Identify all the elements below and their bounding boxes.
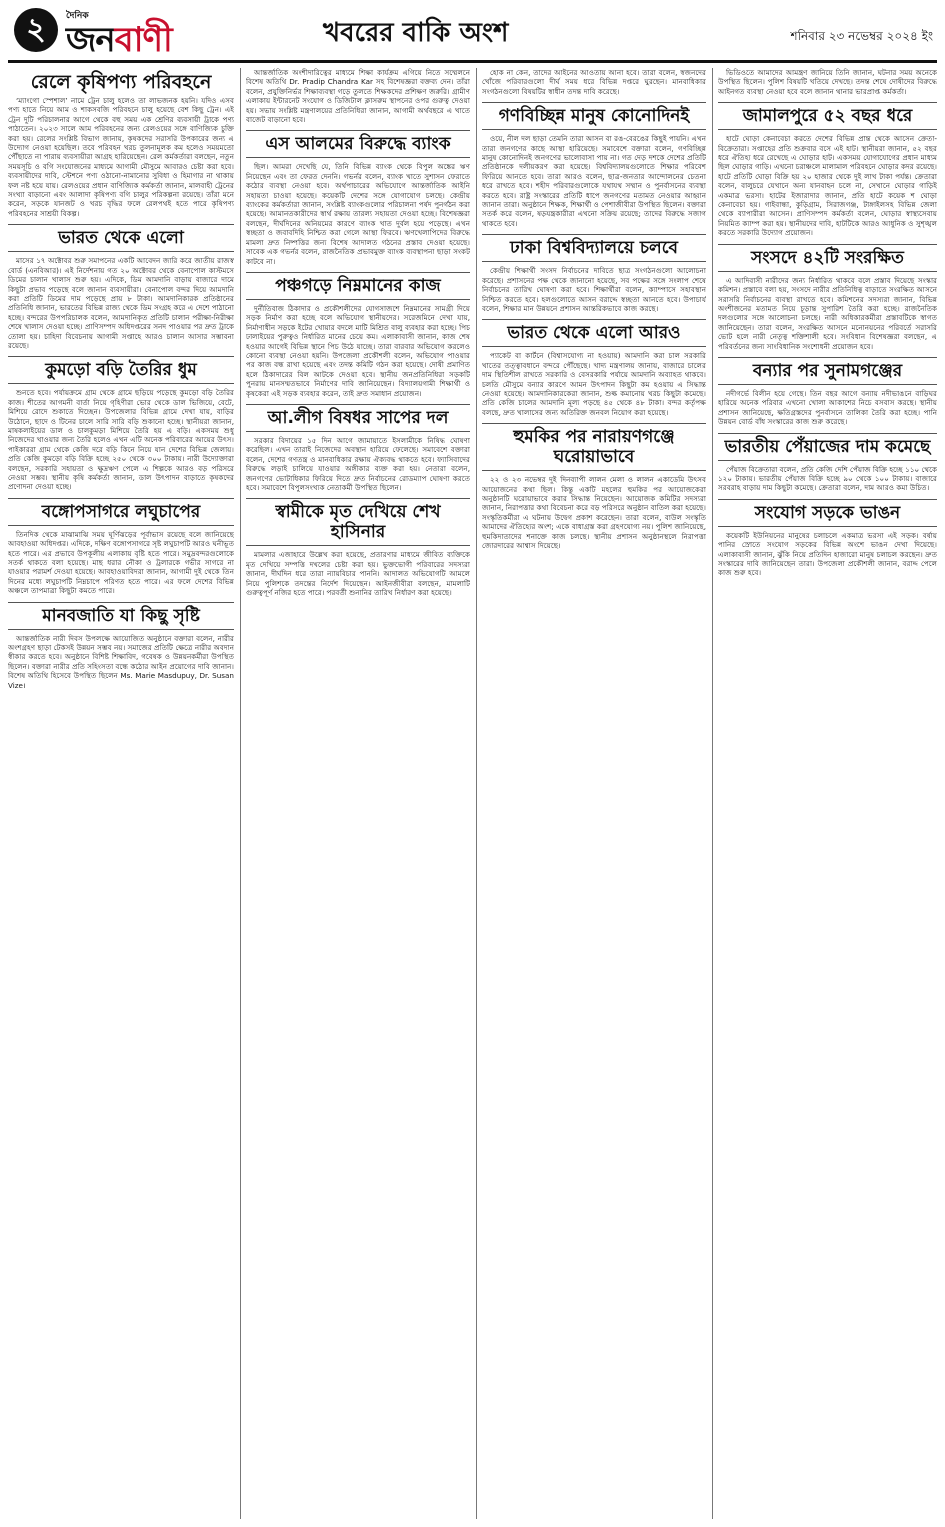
article-body: ওয়ে, নীল দল ছাড়া তেমনি তারা আসন বা রঙ-বেরঙের কিছুই পায়নি। এখন তারা জনগণের কাছে আস্থা হারিয়েছে। সমাবেশে বক্তারা বলেন, গণবিচ্ছিন্ন মানুষ কোনোদিনই জনগণের ভালোবাসা পায় না। গত দেড় দশকে দেশের প্রতিটি প্রতিষ্ঠানকে দলীয়করণ করা হয়েছে। বিশ্ববিদ্যালয়গুলোতে শিক্ষার পরিবেশ ফিরিয়ে আনতে হবে। তারা আরও বলেন, ছাত্র-জনতার আন্দোলনের চেতনা ধরে রাখতে হবে। শহীদ পরিবারগুলোকে যথাযথ সম্মান ও পুনর্বাসনের ব্যবস্থা করতে হবে। রাষ্ট্র সংস্কারের প্রতিটি ধাপে জনগণের মতামত নেওয়ার আহ্বান জানান তারা। অনুষ্ঠানে শিক্ষক, শিক্ষার্থী ও পেশাজীবীরা উপস্থিত ছিলেন। বক্তারা সতর্ক করে বলেন, ষড়যন্ত্রকারীরা এখনো সক্রিয় রয়েছে; তাদের বিরুদ্ধে সজাগ থাকতে হবে। xyxy=(482,134,706,228)
dateline: শনিবার ২৩ নভেম্বর ২০২৪ ইং xyxy=(790,29,933,43)
article xyxy=(482,234,706,313)
article-body: মামলার এজাহারে উল্লেখ করা হয়েছে, প্রতারণার মাধ্যমে জীবিত ব্যক্তিকে মৃত দেখিয়ে সম্পত্তি দখলের চেষ্টা করা হয়। ভুক্তভোগী পরিবারের সদস্যরা জানান, দীর্ঘদিন ধরে তারা ন্যায়বিচার পাননি। আদালত অভিযোগটি আমলে নিয়ে পুলিশকে তদন্তের নির্দেশ দিয়েছেন। আইনজীবীরা বলছেন, মামলাটি গুরুত্বপূর্ণ নজির হতে পারে। পরবর্তী শুনানির তারিখ নির্ধারণ করা হয়েছে। xyxy=(246,550,470,598)
article-headline: রেলে কৃষিপণ্য পরিবহনে xyxy=(30,71,212,93)
column-2 xyxy=(246,68,470,1519)
article-body: পেঁয়াজ বিক্রেতারা বলেন, প্রতি কেজি দেশি পেঁয়াজ বিক্রি হচ্ছে ১১০ থেকে ১২০ টাকায়। ভারতীয় পেঁয়াজ বিক্রি হচ্ছে ৯০ থেকে ১০০ টাকায়। বাজারে সরবরাহ বাড়ায় দাম কিছুটা কমেছে। ক্রেতারা বলেন, দাম আরও কমা উচিত। xyxy=(718,464,937,493)
article-body: আন্তর্জাতিক নারী দিবস উপলক্ষে আয়োজিত অনুষ্ঠানে বক্তারা বলেন, নারীর অংশগ্রহণ ছাড়া টেকসই উন্নয়ন সম্ভব নয়। সমাজের প্রতিটি ক্ষেত্রে নারীর অবদান স্বীকার করতে হবে। অনুষ্ঠানে বিশিষ্ট শিক্ষাবিদ, গবেষক ও উন্নয়নকর্মীরা উপস্থিত ছিলেন। বক্তারা নারীর প্রতি সহিংসতা বন্ধে কঠোর আইন প্রয়োগের দাবি জানান। বিশেষ অতিথি হিসেবে উপস্থিত ছিলেন Ms. Marie Masdupuy, Dr. Susan Vize। xyxy=(8,633,234,690)
logo-label: দৈনিক xyxy=(66,11,89,21)
article xyxy=(482,319,706,417)
article-headline: ঢাকা বিশ্ববিদ্যালয়ে চলবে xyxy=(482,234,706,262)
article-body: ভিডিওতে আমাদের আমন্ত্রণ জানিয়ে তিনি জানান, ঘটনার সময় অনেকে উপস্থিত ছিলেন। পুলিশ বিষয়টি খতিয়ে দেখছে। তদন্ত শেষে দোষীদের বিরুদ্ধে আইনগত ব্যবস্থা নেওয়া হবে বলে জানান থানার ভারপ্রাপ্ত কর্মকর্তা। xyxy=(718,68,937,96)
article xyxy=(718,357,937,427)
article xyxy=(246,404,470,492)
logo-part-1: জন xyxy=(66,20,115,60)
article-headline: সংযোগ সড়কে ভাঙন xyxy=(718,499,937,527)
article-headline: জামালপুরে ৫২ বছর ধরে xyxy=(718,102,937,130)
article xyxy=(246,498,470,597)
article-body: প্যাকেট বা কার্টনে (বিশ্বাসযোগ্য না হওয়ায়) আমদানি করা চাল সরকারি খাতের তত্ত্বাবধানে বন্দরে পৌঁছেছে। খাদ্য মন্ত্রণালয় জানায়, বাজারে চালের দাম স্থিতিশীল রাখতে সরকারি ও বেসরকারি পর্যায়ে আমদানি অব্যাহত থাকবে। চলতি মৌসুমে বন্যার কারণে আমন উৎপাদন কিছুটা কম হওয়ায় এ সিদ্ধান্ত নেওয়া হয়েছে। আমদানিকারকেরা জানান, শুল্ক কমানোয় খরচ কিছুটা কমেছে। প্রতি কেজি চালের আমদানি মূল্য পড়ছে ৪৫ থেকে ৪৮ টাকা। বন্দর কর্তৃপক্ষ বলছে, দ্রুত খালাসের জন্য অতিরিক্ত জনবল নিয়োগ করা হয়েছে। xyxy=(482,351,706,417)
article-body: নদীগর্ভে বিলীন হয়ে গেছে। তিন বছর আগে বন্যায় নদীভাঙনে বাড়িঘর হারিয়ে অনেক পরিবার এখনো খোলা আকাশের নিচে বসবাস করছে। স্থানীয় প্রশাসন জানিয়েছে, ক্ষতিগ্রস্তদের পুনর্বাসনে তালিকা তৈরি করা হচ্ছে। পানি উন্নয়ন বোর্ড বাঁধ সংস্কারের কাজ শুরু করেছে। xyxy=(718,388,937,427)
article-body: ছিল। আমরা দেখেছি যে, তিনি বিভিন্ন ব্যাংক থেকে বিপুল অঙ্কের ঋণ নিয়েছেন এবং তা ফেরত দেননি। গভর্নর বলেন, ব্যাংক খাতে সুশাসন ফেরাতে কঠোর ব্যবস্থা নেওয়া হবে। অর্থপাচারের অভিযোগে আন্তর্জাতিক আইনি সহায়তা চাওয়া হয়েছে। কয়েকটি দেশের সঙ্গে যোগাযোগ চলছে। কেন্দ্রীয় ব্যাংকের কর্মকর্তারা জানান, সংশ্লিষ্ট ব্যাংকগুলোর পরিচালনা পর্ষদ পুনর্গঠন করা হয়েছে। আমানতকারীদের স্বার্থ রক্ষায় তারল্য সহায়তা দেওয়া হচ্ছে। বিশেষজ্ঞরা বলছেন, দীর্ঘদিনের অনিয়মের কারণে ব্যাংক খাত দুর্বল হয়ে পড়েছে। এখন স্বচ্ছতা ও জবাবদিহি নিশ্চিত করা গেলে আস্থা ফিরবে। ঋণখেলাপিদের বিরুদ্ধে মামলা দ্রুত নিষ্পত্তির জন্য বিশেষ আদালত গঠনের প্রস্তাব দেওয়া হয়েছে। সাবেক এক গভর্নর বলেন, রাজনৈতিক প্রভাবমুক্ত ব্যাংক ব্যবস্থাপনা ছাড়া সংকট কাটবে না। xyxy=(246,162,470,266)
masthead-rule xyxy=(8,60,937,63)
article-body: আন্তর্জাতিক অংশীদারিত্বের মাধ্যমে শিক্ষা কার্যক্রম এগিয়ে নিতে সম্মেলনে বিশেষ অতিথি Dr. Pradip Chandra Kar সহ বিশেষজ্ঞরা বক্তব্য দেন। তাঁরা বলেন, প্রযুক্তিনির্ভর শিক্ষাব্যবস্থা গড়ে তুলতে শিক্ষকদের প্রশিক্ষণ জরুরি। গ্রামীণ এলাকায় ইন্টারনেট সংযোগ ও ডিজিটাল ক্লাসরুম স্থাপনের ওপর গুরুত্ব দেওয়া হয়। সভায় সংশ্লিষ্ট মন্ত্রণালয়ের প্রতিনিধিরা জানান, আগামী অর্থবছরে এ খাতে বাজেট বাড়ানো হবে। xyxy=(246,68,470,125)
article-body: শুনতে হবে। পর্যায়ক্রমে গ্রাম থেকে গ্রামে ছড়িয়ে পড়েছে কুমড়ো বড়ি তৈরির কাজ। শীতের আগমনী বার্তা নিয়ে গৃহিণীরা ভোর থেকে ডাল ভিজিয়ে, বেটে, মিশিয়ে রোদে শুকাতে দিচ্ছেন। উপজেলার বিভিন্ন গ্রামে দেখা যায়, বাড়ির উঠোনে, ছাদে ও টিনের চালে সারি সারি বড়ি শুকানো হচ্ছে। স্থানীয়রা জানান, মাষকলাইয়ের ডাল ও চালকুমড়া মিশিয়ে তৈরি হয় এ বড়ি। একসময় শুধু নিজেদের খাওয়ার জন্য তৈরি হলেও এখন এটি অনেক পরিবারের আয়ের উৎস। পাইকাররা গ্রাম থেকে কেজি দরে বড়ি কিনে নিয়ে যান দেশের বিভিন্ন জেলায়। প্রতি কেজি কুমড়ো বড়ি বিক্রি হচ্ছে ২৫০ থেকে ৩০০ টাকায়। নারী উদ্যোক্তারা বলছেন, সরকারি সহায়তা ও ক্ষুদ্রঋণ পেলে এ শিল্পকে আরও বড় পরিসরে নেওয়া সম্ভব। স্থানীয় কৃষি কর্মকর্তা জানান, ডাল উৎপাদন বাড়াতে কৃষকদের প্রণোদনা দেওয়া হচ্ছে। xyxy=(8,388,234,492)
column-3 xyxy=(482,68,706,1519)
article xyxy=(718,433,937,493)
article-body: হোক না কেন, তাদের আইনের আওতায় আনা হবে। তারা বলেন, স্বজনদের খোঁজে পরিবারগুলো দীর্ঘ সময় ধরে বিভিন্ন দপ্তরে ঘুরছেন। মানবাধিকার সংগঠনগুলো বিষয়টির স্বাধীন তদন্ত দাবি করেছে। xyxy=(482,68,706,96)
article-headline: কুমড়ো বড়ি তৈরির ধুম xyxy=(8,356,234,384)
article-headline: আ.লীগ বিষধর সাপের দল xyxy=(246,404,470,432)
article xyxy=(246,68,470,124)
article-headline: মানবজাতি যা কিছু সৃষ্টি xyxy=(8,602,234,630)
article-body: ‘ম্যাংগো স্পেশাল’ নামে ট্রেন চালু হলেও তা লাভজনক হয়নি। যদিও এসব পণ্য হাতে নিয়ে আম ও শাকসবজি পরিবহনে চালু হয়েছে বেশ কিছু ট্রেন। এই ট্রেন দুটি পরিচালনার আগে থেকে বহু সময় এক শ্রেণির ব্যবসায়ী ট্রাকে পণ্য পাঠাতেন। ২০২৩ সালে আম পরিবহনের জন্য রেলওয়ের সঙ্গে বাণিজ্যিক চুক্তি করা হয়। রেলের সংশ্লিষ্ট বিভাগ জানায়, কৃষকদের সরাসরি উপকারের জন্য এ উদ্যোগ নেওয়া হয়েছিল। তবে পরিবহন খরচ তুলনামূলক কম হলেও সময়মতো পৌঁছাতে না পারায় ব্যবসায়ীরা আগ্রহ হারিয়েছেন। রেল কর্মকর্তারা বলছেন, নতুন সময়সূচি ও বগি সংযোজনের মাধ্যমে আগামী মৌসুমে আবারও চেষ্টা করা হবে। ব্যবসায়ীদের দাবি, স্টেশনে পণ্য ওঠানো-নামানোর সুবিধা ও হিমাগার না থাকায় ফল নষ্ট হয়ে যায়। রেলওয়ের প্রধান বাণিজ্যিক কর্মকর্তা জানান, মালবাহী ট্রেনের সংখ্যা বাড়ানো এবং আলাদা কৃষিপণ্য বগি চালুর পরিকল্পনা রয়েছে। তাঁরা মনে করেন, সড়কে যানজট ও খরচ বৃদ্ধির ফলে রেলপথই হতে পারে কৃষিপণ্য পরিবহনের সাশ্রয়ী বিকল্প। xyxy=(8,96,234,218)
article xyxy=(718,499,937,578)
article xyxy=(718,68,937,96)
page-number: ২ xyxy=(14,8,58,52)
column-divider xyxy=(712,68,713,1519)
article xyxy=(246,130,470,265)
article xyxy=(718,244,937,351)
article-body: কেন্দ্রীয় শিক্ষার্থী সংসদ নির্বাচনের দাবিতে ছাত্র সংগঠনগুলো আলোচনা করেছে। প্রশাসনের পক্ষ থেকে জানানো হয়েছে, সব পক্ষের সঙ্গে সংলাপ শেষে নির্বাচনের তারিখ ঘোষণা করা হবে। শিক্ষার্থীরা বলেন, ক্যাম্পাসে সহাবস্থান নিশ্চিত করতে হবে। হলগুলোতে আসন বরাদ্দে স্বচ্ছতা আনতে হবে। উপাচার্য বলেন, শিক্ষার মান উন্নয়নে প্রশাসন আন্তরিকভাবে কাজ করছে। xyxy=(482,266,706,313)
article-body: কয়েকটি ইউনিয়নের মানুষের চলাচলে একমাত্র ভরসা এই সড়ক। বর্ষায় পানির স্রোতে সংযোগ সড়কের বিভিন্ন অংশে ভাঙন দেখা দিয়েছে। এলাকাবাসী জানান, ঝুঁকি নিয়ে প্রতিদিন হাজারো মানুষ চলাচল করছেন। দ্রুত সংস্কারের দাবি জানিয়েছেন তারা। উপজেলা প্রকৌশলী জানান, বরাদ্দ পেলে কাজ শুরু হবে। xyxy=(718,530,937,578)
article xyxy=(8,72,234,218)
article-body: এ আদিবাসী নারীদের জন্য নির্ধারিত থাকবে বলে প্রস্তাব দিয়েছে সংস্কার কমিশন। প্রস্তাবে বলা হয়, সংসদে নারীর প্রতিনিধিত্ব বাড়াতে সংরক্ষিত আসনে সরাসরি নির্বাচনের ব্যবস্থা রাখতে হবে। কমিশনের সদস্যরা জানান, বিভিন্ন অংশীজনের মতামত নিয়ে চূড়ান্ত সুপারিশ তৈরি করা হচ্ছে। রাজনৈতিক দলগুলোর সঙ্গে আলোচনা চলছে। নারী অধিকারকর্মীরা প্রস্তাবটিকে স্বাগত জানিয়েছেন। তারা বলেন, সংরক্ষিত আসনে মনোনয়নের পরিবর্তে সরাসরি ভোট হলে নারী নেতৃত্ব শক্তিশালী হবে। সংবিধান বিশেষজ্ঞরা বলছেন, এ পরিবর্তনের জন্য সাংবিধানিক সংশোধনী প্রয়োজন হবে। xyxy=(718,275,937,351)
article-headline: হুমকির পর নারায়ণগঞ্জে ঘরোয়াভাবে xyxy=(482,423,706,471)
article xyxy=(8,356,234,491)
article-headline: এস আলমের বিরুদ্ধে ব্যাংক xyxy=(246,130,470,158)
article-body: মাসের ১৭ অক্টোবর শুরু সমাপনের একটি আবেদন জারি করে জাতীয় রাজস্ব বোর্ড (এনবিআর)। এই নির্দেশনায় গত ২০ অক্টোবর থেকে বেনাপোল কাস্টমসে ডিমের চালান খালাস শুরু হয়। এদিকে, ডিম আমদানি বাড়ায় বাজারে দামে কিছুটা প্রভাব পড়েছে বলে জানান ব্যবসায়ীরা। বেনাপোল বন্দর দিয়ে আমদানি করা প্রতিটি ডিমের দাম পড়েছে প্রায় ৮ টাকা। আমদানিকারক প্রতিষ্ঠানের প্রতিনিধি জানান, ভারতের বিভিন্ন রাজ্য থেকে ডিম সংগ্রহ করে এ দেশে পাঠানো হচ্ছে। বন্দরের উপপরিচালক বলেন, আমদানিকৃত প্রতিটি চালান পরীক্ষা-নিরীক্ষা শেষে খালাস দেওয়া হচ্ছে। প্রাণিসম্পদ অধিদপ্তরের সনদ পাওয়ার পর দ্রুত ট্রাকে তোলা হয়। চাহিদা বিবেচনায় আগামী সপ্তাহে আরও চালান আসার সম্ভাবনা রয়েছে। xyxy=(8,256,234,350)
column-divider xyxy=(240,68,241,1519)
article-body: ২২ ও ২৩ নভেম্বর দুই দিনব্যাপী লালন মেলা ও লালন একাডেমি উৎসব আয়োজনের কথা ছিল। কিন্তু একটি মহলের হুমকির পর আয়োজকেরা অনুষ্ঠানটি ঘরোয়াভাবে করার সিদ্ধান্ত নিয়েছেন। আয়োজক কমিটির সদস্যরা জানান, নিরাপত্তার কথা বিবেচনা করে বড় পরিসরে অনুষ্ঠান বাতিল করা হয়েছে। সংস্কৃতিকর্মীরা এ ঘটনায় উদ্বেগ প্রকাশ করেছেন। তারা বলেন, বাউল সংস্কৃতি আমাদের ঐতিহ্যের অংশ; একে বাধাগ্রস্ত করা গ্রহণযোগ্য নয়। পুলিশ জানিয়েছে, হুমকিদাতাদের শনাক্তে কাজ চলছে। স্থানীয় প্রশাসন অনুষ্ঠানস্থলে নিরাপত্তা জোরদারের আশ্বাস দিয়েছে। xyxy=(482,475,706,550)
article xyxy=(8,498,234,596)
column-1 xyxy=(8,68,234,1519)
article xyxy=(8,224,234,350)
article-headline: পঞ্চগড়ে নিম্নমানের কাজ xyxy=(246,272,470,300)
article-headline: গণবিচ্ছিন্ন মানুষ কোনোদিনই xyxy=(482,102,706,130)
article xyxy=(246,272,470,398)
article xyxy=(482,68,706,96)
article-body: সরকার বিদায়ের ১৫ দিন আগে জামায়াতে ইসলামীকে নিষিদ্ধ ঘোষণা করেছিল। এখন তারাই নিজেদের অবস্থান হারিয়ে ফেলেছে। সমাবেশে বক্তারা বলেন, দেশের গণতন্ত্র ও মানবাধিকার রক্ষায় ঐক্যবদ্ধ থাকতে হবে। ফ্যাসিবাদের বিরুদ্ধে লড়াই চালিয়ে যাওয়ার অঙ্গীকার ব্যক্ত করা হয়। নেতারা বলেন, জনগণের ভোটাধিকার ফিরিয়ে দিতে দ্রুত নির্বাচনের রোডম্যাপ ঘোষণা করতে হবে। সমাবেশে বিপুলসংখ্যক নেতাকর্মী উপস্থিত ছিলেন। xyxy=(246,435,470,492)
article-headline: বন্যার পর সুনামগঞ্জের xyxy=(718,357,937,385)
article xyxy=(482,102,706,228)
article-headline: স্বামীকে মৃত দেখিয়ে শেখ হাসিনার xyxy=(246,498,470,546)
page-title: খবরের বাকি অংশ xyxy=(323,18,509,48)
article-headline: ভারত থেকে এলো আরও xyxy=(482,319,706,347)
logo-part-2: বাণী xyxy=(114,20,172,60)
article-headline: ভারতীয় পেঁয়াজের দাম কমেছে xyxy=(718,433,937,461)
column-divider xyxy=(476,68,477,1519)
article xyxy=(718,102,937,237)
article-headline: ভারত থেকে এলো xyxy=(8,224,234,252)
article xyxy=(482,423,706,550)
article-headline: সংসদে ৪২টি সংরক্ষিত xyxy=(718,244,937,272)
article-body: হাটে ঘোড়া কেনাবেচা করতে দেশের বিভিন্ন প্রান্ত থেকে আসেন ক্রেতা-বিক্রেতারা। সপ্তাহের প্রতি শুক্রবার বসে এই হাট। স্থানীয়রা জানান, ৫২ বছর ধরে ঐতিহ্য ধরে রেখেছে এ ঘোড়ার হাট। একসময় যোগাযোগের প্রধান মাধ্যম ছিল ঘোড়ার গাড়ি। এখনো চরাঞ্চলে মালামাল পরিবহনে ঘোড়ার কদর রয়েছে। হাটে প্রতিটি ঘোড়া বিক্রি হয় ২০ হাজার থেকে দুই লাখ টাকা পর্যন্ত। ক্রেতারা বলেন, বালুচরে যেখানে অন্য যানবাহন চলে না, সেখানে ঘোড়ার গাড়িই একমাত্র ভরসা। হাটের ইজারাদার জানান, প্রতি হাটে কয়েক শ ঘোড়া কেনাবেচা হয়। গাইবান্ধা, কুড়িগ্রাম, সিরাজগঞ্জ, টাঙ্গাইলসহ বিভিন্ন জেলা থেকে ব্যাপারীরা আসেন। প্রাণিসম্পদ কর্মকর্তা বলেন, ঘোড়ার স্বাস্থ্যসেবায় নিয়মিত ক্যাম্প করা হয়। স্থানীয়দের দাবি, হাটটিকে আরও আধুনিক ও সুশৃঙ্খল করতে সরকারি উদ্যোগ প্রয়োজন। xyxy=(718,134,937,238)
article-body: তিনদিক থেকে মাঝামাঝি সময় ঘূর্ণিঝড়ের পূর্বাভাস রয়েছে বলে জানিয়েছে আবহাওয়া অধিদপ্তর। এদিকে, দক্ষিণ বঙ্গোপসাগরে সৃষ্ট লঘুচাপটি আরও ঘনীভূত হতে পারে। এর প্রভাবে উপকূলীয় এলাকায় বৃষ্টি হতে পারে। সমুদ্রবন্দরগুলোকে সতর্ক থাকতে বলা হয়েছে। মাছ ধরার নৌকা ও ট্রলারকে গভীর সাগরে না যাওয়ার পরামর্শ দেওয়া হয়েছে। আবহাওয়াবিদরা জানান, আগামী দুই থেকে তিন দিনের মধ্যে লঘুচাপটি নিম্নচাপে পরিণত হতে পারে। এর ফলে দেশের বিভিন্ন অঞ্চলে তাপমাত্রা কিছুটা কমতে পারে। xyxy=(8,529,234,596)
article-headline: বঙ্গোপসাগরে লঘুচাপের xyxy=(8,498,234,526)
column-4 xyxy=(718,68,937,1519)
article-body: দুর্নীতিবাজ ঠিকাদার ও প্রকৌশলীদের যোগসাজশে নিম্নমানের সামগ্রী দিয়ে সড়ক নির্মাণ করা হচ্ছে বলে অভিযোগ স্থানীয়দের। সরেজমিনে দেখা যায়, নির্মাণাধীন সড়কে ইটের খোয়ার বদলে মাটি মিশ্রিত বালু ব্যবহার করা হচ্ছে। পিচ ঢালাইয়ের পুরুত্বও নির্ধারিত মানের চেয়ে কম। এলাকাবাসী জানান, কাজ শেষ হওয়ার আগেই বিভিন্ন স্থানে পিচ উঠে যাচ্ছে। তারা বারবার অভিযোগ করলেও কোনো ব্যবস্থা নেওয়া হয়নি। উপজেলা প্রকৌশলী বলেন, অভিযোগ পাওয়ার পর কাজ বন্ধ রাখা হয়েছে এবং তদন্ত কমিটি গঠন করা হয়েছে। দোষী প্রমাণিত হলে ঠিকাদারের বিল আটকে দেওয়া হবে। স্থানীয় জনপ্রতিনিধিরা সড়কটি পুনরায় মানসম্মতভাবে নির্মাণের দাবি জানিয়েছেন। বিদ্যালয়গামী শিক্ষার্থী ও কৃষকেরা এই সড়ক ব্যবহার করেন, তাই দ্রুত সমাধান প্রয়োজন। xyxy=(246,303,470,398)
masthead xyxy=(8,6,937,58)
article xyxy=(8,602,234,690)
